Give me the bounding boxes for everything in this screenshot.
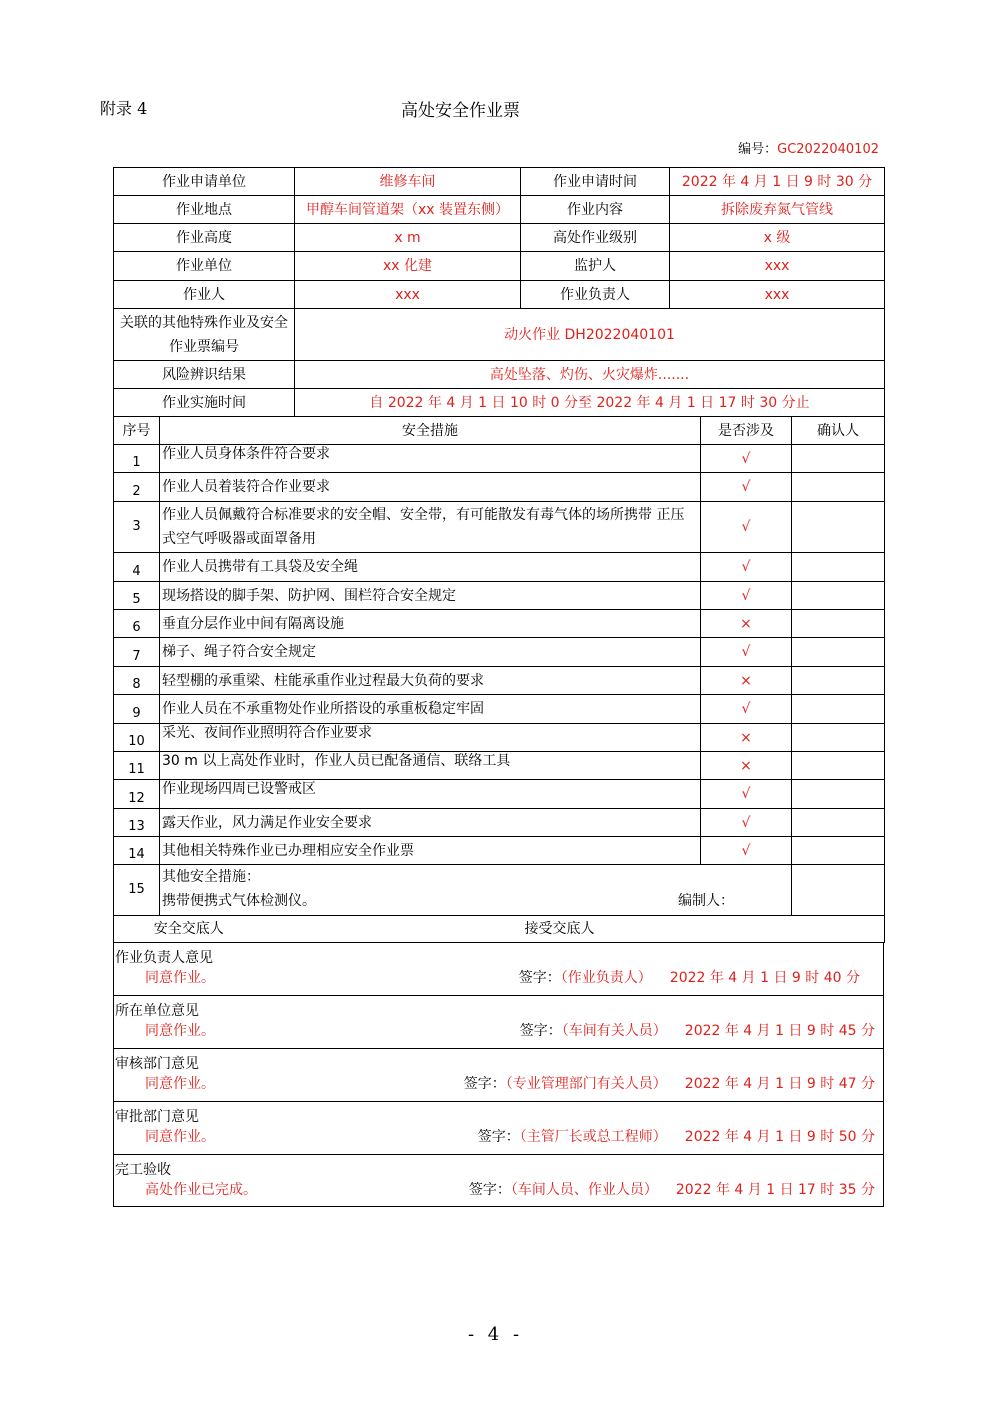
col-seq-header: 序号 bbox=[114, 417, 160, 445]
work-unit-value: xx 化建 bbox=[295, 252, 521, 281]
measure-seq: 6 bbox=[114, 610, 160, 638]
measure-text: 轻型棚的承重梁、柱能承重作业过程最大负荷的要求 bbox=[160, 667, 701, 695]
col-confirm-header: 确认人 bbox=[792, 417, 885, 445]
opinion-label: 审核部门意见 bbox=[115, 1056, 199, 1072]
opinion-block bbox=[113, 1155, 884, 1207]
measure-row bbox=[114, 638, 885, 667]
measure-text: 作业现场四周已设警戒区 bbox=[160, 780, 701, 809]
measure-involved-mark: √ bbox=[701, 502, 792, 553]
opinion-signature bbox=[520, 1020, 875, 1040]
opinion-label: 完工验收 bbox=[115, 1162, 171, 1178]
number-value: GC2022040102 bbox=[777, 142, 879, 157]
other-measures-text: 携带便携式气体检测仪。 bbox=[162, 893, 316, 909]
period-value: 自 2022 年 4 月 1 日 10 时 0 分至 2022 年 4 月 1 日 17 时 30 分止 bbox=[295, 389, 885, 417]
measure-confirm-cell bbox=[792, 837, 885, 865]
sign-time: 2022 年 4 月 1 日 17 时 35 分 bbox=[675, 1182, 875, 1198]
measure-involved-mark: √ bbox=[701, 695, 792, 724]
col-involved-header: 是否涉及 bbox=[701, 417, 792, 445]
measure-confirm-cell bbox=[792, 473, 885, 502]
measure-row bbox=[114, 667, 885, 695]
measure-text: 垂直分层作业中间有隔离设施 bbox=[160, 610, 701, 638]
measure-text: 其他相关特殊作业已办理相应安全作业票 bbox=[160, 837, 701, 865]
opinion-label: 审批部门意见 bbox=[115, 1109, 199, 1125]
sign-time: 2022 年 4 月 1 日 9 时 45 分 bbox=[684, 1023, 875, 1039]
measure-text: 30 m 以上高处作业时，作业人员已配备通信、联络工具 bbox=[160, 752, 701, 780]
measure-seq: 11 bbox=[114, 752, 160, 780]
col-measure-header: 安全措施 bbox=[160, 417, 701, 445]
sign-time: 2022 年 4 月 1 日 9 时 47 分 bbox=[684, 1076, 875, 1092]
measure-confirm-cell bbox=[792, 582, 885, 610]
measure-text: 作业人员身体条件符合要求 bbox=[160, 445, 701, 473]
height-label: 作业高度 bbox=[114, 224, 295, 252]
measure-seq: 4 bbox=[114, 553, 160, 582]
measure-confirm-cell bbox=[792, 752, 885, 780]
measure-text: 作业人员携带有工具袋及安全绳 bbox=[160, 553, 701, 582]
measure-confirm-cell bbox=[792, 445, 885, 473]
opinion-signature bbox=[478, 1126, 875, 1146]
handover-receiver: 接受交底人 bbox=[264, 916, 885, 943]
opinion-block bbox=[113, 1102, 884, 1155]
opinions-section bbox=[113, 943, 884, 1207]
measure-row bbox=[114, 724, 885, 752]
other-measures-cell bbox=[160, 865, 792, 916]
height-value: x m bbox=[295, 224, 521, 252]
measure-row bbox=[114, 695, 885, 724]
number-label: 编号： bbox=[738, 142, 778, 157]
content-label: 作业内容 bbox=[521, 196, 670, 224]
measure-text: 作业人员佩戴符合标准要求的安全帽、安全带，有可能散发有毒气体的场所携带 正压式空气呼吸器或面罩备用 bbox=[160, 502, 701, 553]
location-label: 作业地点 bbox=[114, 196, 295, 224]
measure-row bbox=[114, 809, 885, 837]
measure-seq: 14 bbox=[114, 837, 160, 865]
measure-involved-mark: √ bbox=[701, 638, 792, 667]
signer: （车间有关人员） bbox=[561, 1023, 667, 1039]
apply-time-value: 2022 年 4 月 1 日 9 时 30 分 bbox=[670, 168, 885, 196]
title-text: 高处安全作业票 bbox=[401, 101, 520, 121]
measure-involved-mark: √ bbox=[701, 553, 792, 582]
related-label: 关联的其他特殊作业及安全作业票编号 bbox=[114, 309, 295, 361]
work-unit-label: 作业单位 bbox=[114, 252, 295, 281]
compiler-label: 编制人： bbox=[678, 893, 734, 909]
opinion-block bbox=[113, 996, 884, 1049]
measure-seq: 1 bbox=[114, 445, 160, 473]
measure-involved-mark: √ bbox=[701, 445, 792, 473]
measure-text: 作业人员在不承重物处作业所搭设的承重板稳定牢固 bbox=[160, 695, 701, 724]
measure-confirm-cell bbox=[792, 553, 885, 582]
measure-row bbox=[114, 752, 885, 780]
measure-involved-mark: √ bbox=[701, 780, 792, 809]
sign-label: 签字： bbox=[468, 1182, 511, 1198]
sign-label: 签字： bbox=[463, 1076, 506, 1092]
apply-unit-label: 作业申请单位 bbox=[114, 168, 295, 196]
opinion-value: 同意作业。 bbox=[145, 1076, 215, 1092]
apply-unit-value: 维修车间 bbox=[295, 168, 521, 196]
measure-text: 采光、夜间作业照明符合作业要求 bbox=[160, 724, 701, 752]
measure-row bbox=[114, 610, 885, 638]
opinion-signature bbox=[464, 1073, 875, 1093]
info-table bbox=[113, 167, 885, 417]
opinion-value: 同意作业。 bbox=[145, 970, 215, 986]
measure-text: 梯子、绳子符合安全规定 bbox=[160, 638, 701, 667]
other-measures-label: 其他安全措施： bbox=[162, 869, 260, 885]
sign-time: 2022 年 4 月 1 日 9 时 40 分 bbox=[669, 970, 860, 986]
measure-involved-mark: × bbox=[701, 752, 792, 780]
measure-row bbox=[114, 780, 885, 809]
sign-label: 签字： bbox=[477, 1129, 520, 1145]
content-value: 拆除废弃氮气管线 bbox=[670, 196, 885, 224]
measure-row bbox=[114, 502, 885, 553]
measure-seq: 9 bbox=[114, 695, 160, 724]
measure-seq: 7 bbox=[114, 638, 160, 667]
measure-seq: 5 bbox=[114, 582, 160, 610]
worker-value: xxx bbox=[295, 281, 521, 309]
measure-row bbox=[114, 553, 885, 582]
opinion-signature bbox=[519, 967, 860, 987]
measures-table bbox=[113, 416, 885, 916]
measure-involved-mark: × bbox=[701, 610, 792, 638]
measure-involved-mark: × bbox=[701, 724, 792, 752]
sign-label: 签字： bbox=[518, 970, 561, 986]
leader-label: 作业负责人 bbox=[521, 281, 670, 309]
measure-involved-mark: √ bbox=[701, 809, 792, 837]
measure-confirm-cell bbox=[792, 780, 885, 809]
signer: （作业负责人） bbox=[560, 970, 652, 986]
measure-rows bbox=[114, 445, 885, 865]
level-label: 高处作业级别 bbox=[521, 224, 670, 252]
apply-time-label: 作业申请时间 bbox=[521, 168, 670, 196]
measure-seq: 13 bbox=[114, 809, 160, 837]
measure-seq: 2 bbox=[114, 473, 160, 502]
opinion-signature bbox=[469, 1179, 875, 1199]
opinion-block bbox=[113, 943, 884, 996]
measure-row bbox=[114, 445, 885, 473]
page-title bbox=[0, 96, 991, 121]
measure-text: 露天作业，风力满足作业安全要求 bbox=[160, 809, 701, 837]
measure-involved-mark: √ bbox=[701, 837, 792, 865]
guardian-value: xxx bbox=[670, 252, 885, 281]
opinion-block bbox=[113, 1049, 884, 1102]
measure-seq: 8 bbox=[114, 667, 160, 695]
opinion-label: 所在单位意见 bbox=[115, 1003, 199, 1019]
other-confirm-cell bbox=[792, 865, 885, 916]
measure-text: 作业人员着装符合作业要求 bbox=[160, 473, 701, 502]
guardian-label: 监护人 bbox=[521, 252, 670, 281]
worker-label: 作业人 bbox=[114, 281, 295, 309]
measure-involved-mark: √ bbox=[701, 473, 792, 502]
related-value: 动火作业 DH2022040101 bbox=[295, 309, 885, 361]
opinion-value: 同意作业。 bbox=[145, 1129, 215, 1145]
period-label: 作业实施时间 bbox=[114, 389, 295, 417]
leader-value: xxx bbox=[670, 281, 885, 309]
measure-confirm-cell bbox=[792, 638, 885, 667]
opinion-label: 作业负责人意见 bbox=[115, 950, 213, 966]
measure-confirm-cell bbox=[792, 809, 885, 837]
sign-time: 2022 年 4 月 1 日 9 时 50 分 bbox=[684, 1129, 875, 1145]
appendix-label: 附录 4 bbox=[100, 99, 148, 118]
handover-giver: 安全交底人 bbox=[114, 916, 264, 943]
measure-confirm-cell bbox=[792, 667, 885, 695]
measure-confirm-cell bbox=[792, 502, 885, 553]
measure-involved-mark: × bbox=[701, 667, 792, 695]
sign-label: 签字： bbox=[519, 1023, 562, 1039]
risk-value: 高处坠落、灼伤、火灾爆炸....... bbox=[295, 361, 885, 389]
measure-confirm-cell bbox=[792, 724, 885, 752]
level-value: x 级 bbox=[670, 224, 885, 252]
measure-confirm-cell bbox=[792, 695, 885, 724]
signer: （专业管理部门有关人员） bbox=[505, 1076, 667, 1092]
measure-seq: 10 bbox=[114, 724, 160, 752]
ticket-number bbox=[738, 138, 879, 157]
risk-label: 风险辨识结果 bbox=[114, 361, 295, 389]
measure-seq: 3 bbox=[114, 502, 160, 553]
measure-confirm-cell bbox=[792, 610, 885, 638]
signer: （主管厂长或总工程师） bbox=[519, 1129, 667, 1145]
other-seq: 15 bbox=[114, 865, 160, 916]
opinion-value: 同意作业。 bbox=[145, 1023, 215, 1039]
ticket-form bbox=[113, 167, 884, 1207]
measure-row bbox=[114, 473, 885, 502]
handover-table bbox=[113, 915, 885, 943]
opinion-value: 高处作业已完成。 bbox=[145, 1182, 257, 1198]
measure-involved-mark: √ bbox=[701, 582, 792, 610]
measure-text: 现场搭设的脚手架、防护网、围栏符合安全规定 bbox=[160, 582, 701, 610]
measure-row bbox=[114, 582, 885, 610]
measure-row bbox=[114, 837, 885, 865]
location-value: 甲醇车间管道架（xx 装置东侧） bbox=[295, 196, 521, 224]
page-number: - 4 - bbox=[467, 1324, 524, 1345]
signer: （车间人员、作业人员） bbox=[510, 1182, 658, 1198]
measure-seq: 12 bbox=[114, 780, 160, 809]
